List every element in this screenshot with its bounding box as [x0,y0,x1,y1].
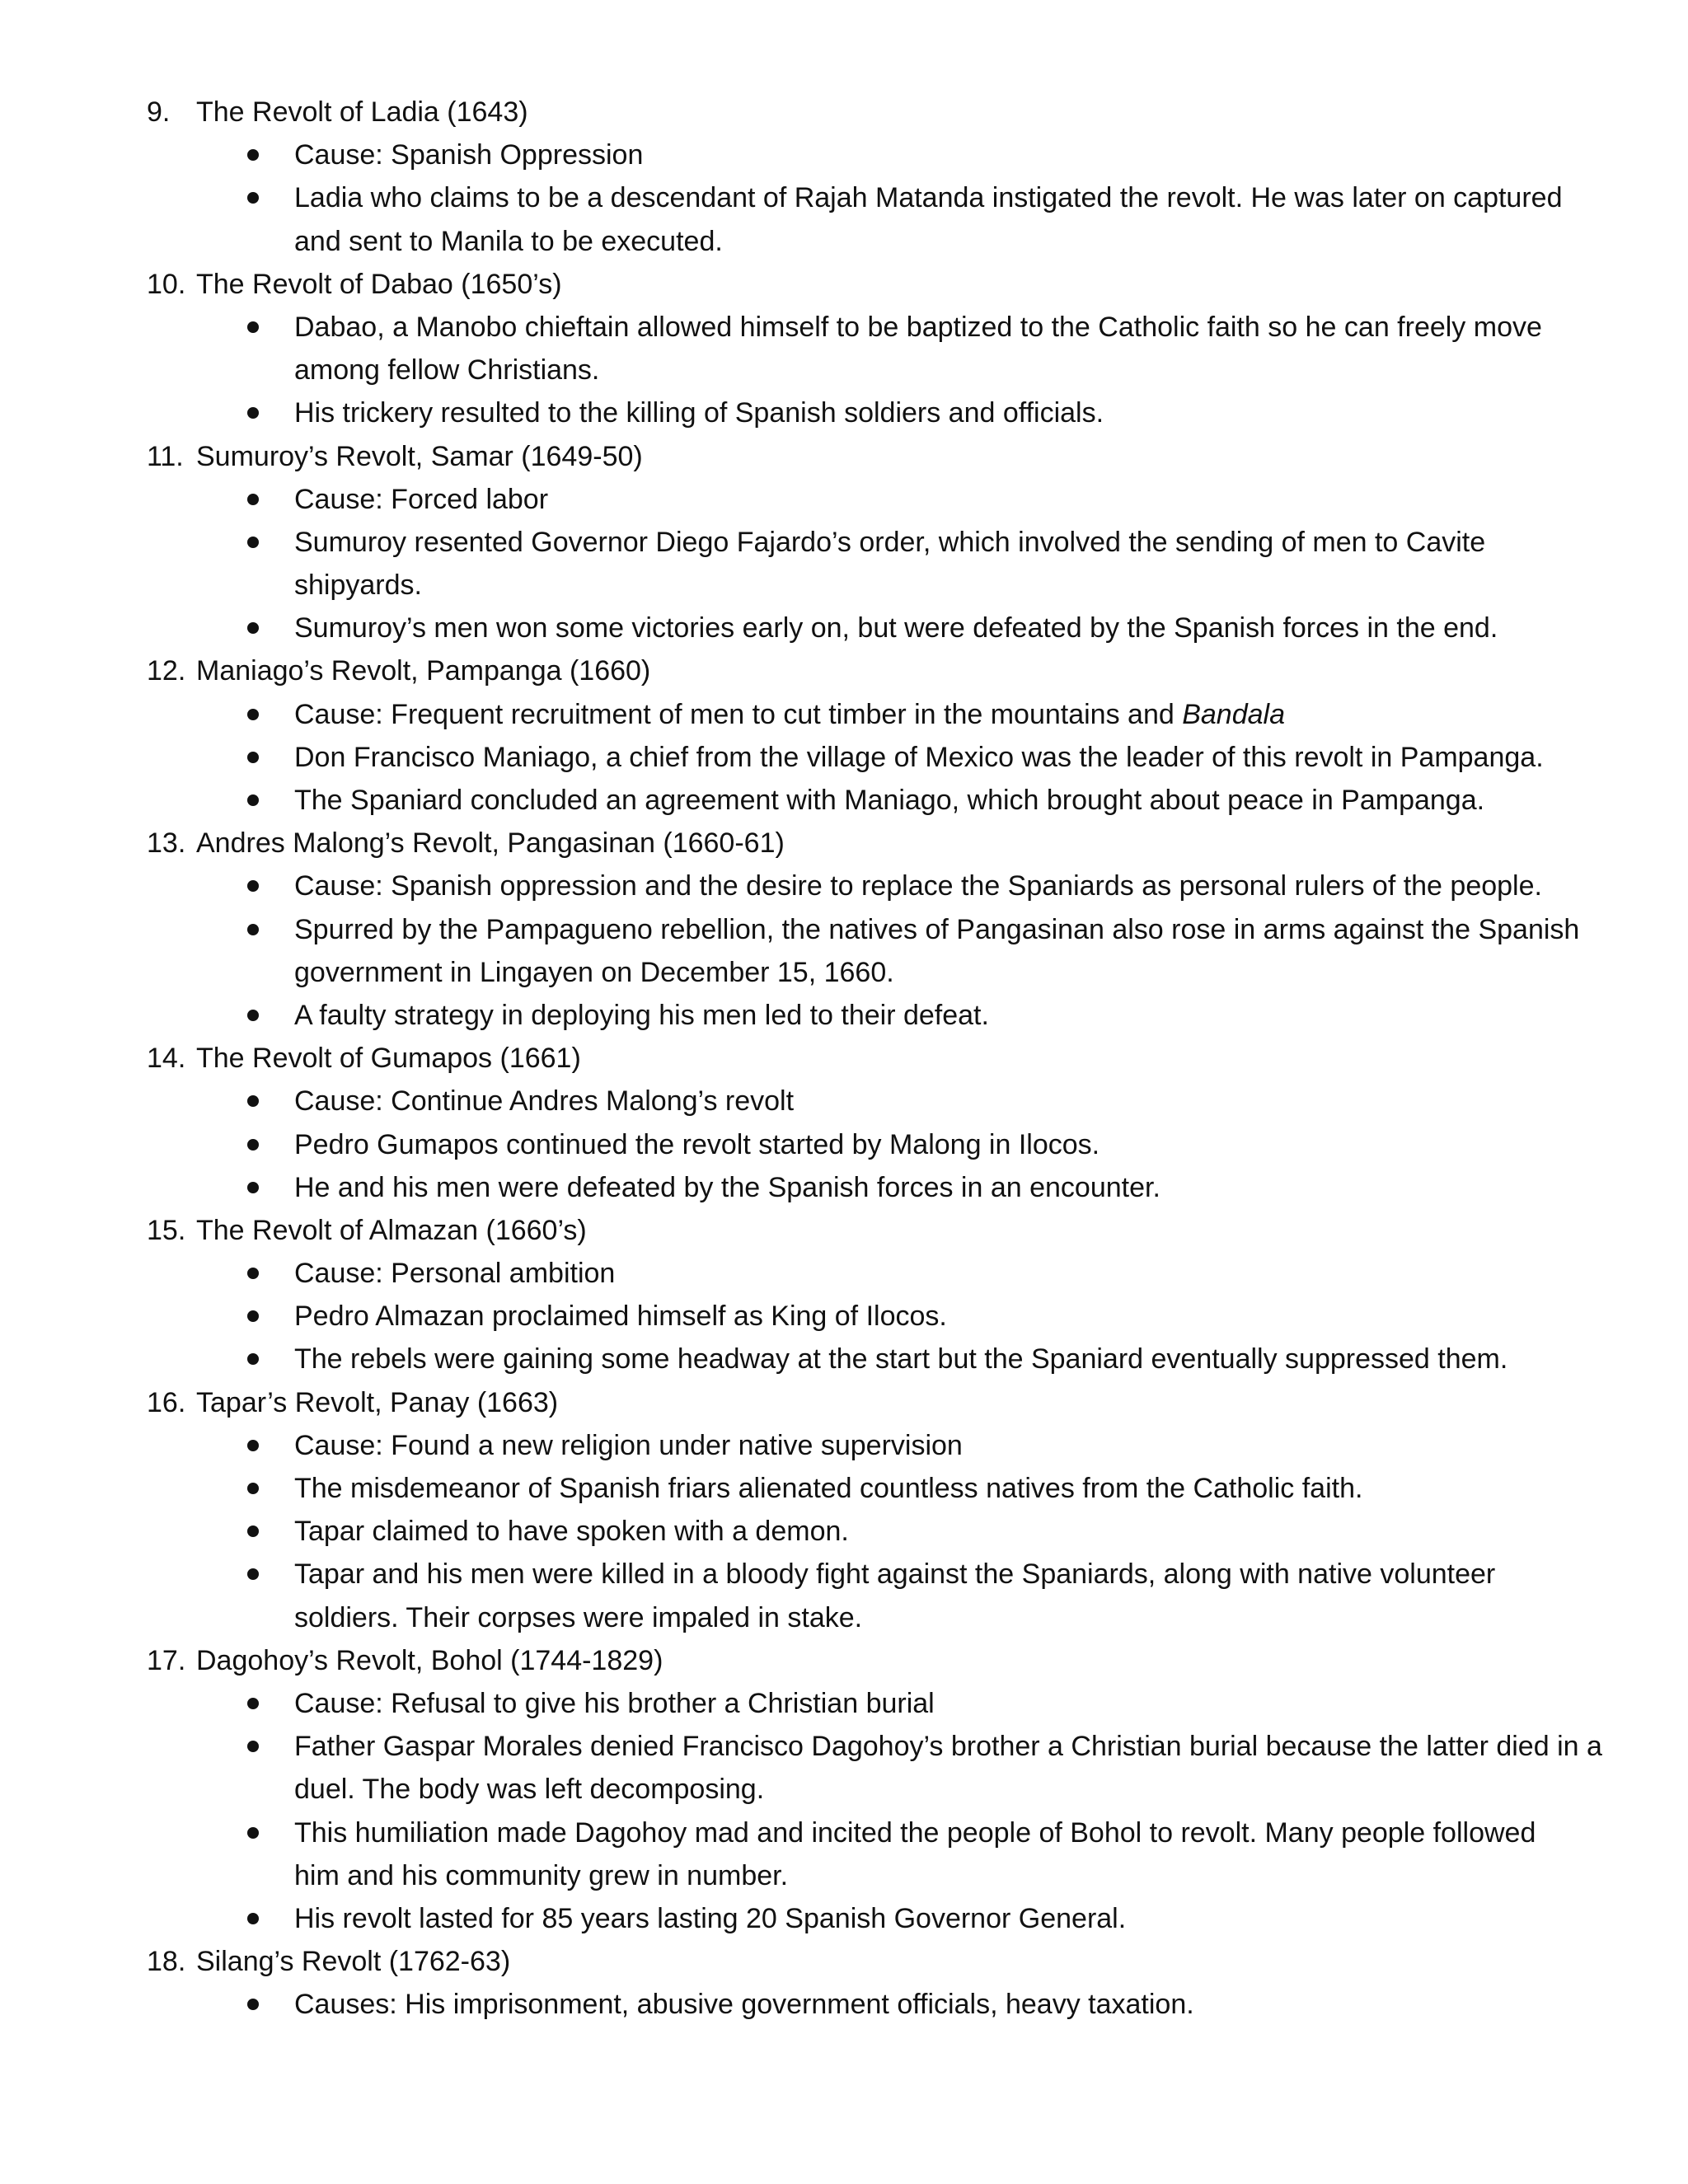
bullet-text-run: duel. The body was left decomposing. [294,1774,765,1806]
bullet-text-run: A faulty strategy in deploying his men led to their defeat. [294,999,989,1031]
bullet-dot-icon [247,1698,259,1709]
bullet-dot-icon [247,1440,259,1451]
bullet-dot-icon [247,752,259,763]
bullet-item [0,176,1688,219]
section-number: 14. [147,1043,186,1075]
bullet-text [294,478,548,521]
section-number: 16. [147,1386,186,1418]
bullet-text-run: Pedro Almazan proclaimed himself as King of Ilocos. [294,1301,947,1333]
bullet-text [294,306,1542,349]
bullet-dot-icon [247,622,259,634]
section-number: 11. [147,440,184,472]
bullet-text-run: Sumuroy’s men won some victories early on, but were defeated by the Spanish forces in the end. [294,612,1498,644]
bullet-text-run: This humiliation made Dagohoy mad and incited the people of Bohol to revolt. Many people followed [294,1816,1536,1849]
bullet-dot-icon [247,1182,259,1193]
bullet-continuation [0,349,1688,391]
bullet-text-run: Cause: Spanish Oppression [294,139,644,171]
bullet-item [0,908,1688,951]
bullet-text-run: The rebels were gaining some headway at the start but the Spaniard eventually suppressed them. [294,1343,1508,1376]
section-title: Silang’s Revolt (1762-63) [196,1946,511,1978]
bullet-item [0,607,1688,649]
bullet-text [294,1295,947,1338]
bullet-text [294,1510,849,1553]
bullet-item [0,1166,1688,1209]
bullet-item [0,1424,1688,1467]
bullet-text-run: Cause: Refusal to give his brother a Christian burial [294,1687,935,1719]
bullet-dot-icon [247,192,259,204]
bullet-dot-icon [247,709,259,720]
bullet-text [294,1553,1495,1596]
bullet-text [294,1166,1160,1209]
bullet-text [294,220,723,263]
bullet-text-run: Tapar and his men were killed in a bloody fight against the Spaniards, along with native volunteer [294,1558,1496,1591]
bullet-text-run: Pedro Gumapos continued the revolt started by Malong in Ilocos. [294,1128,1100,1160]
section-title: The Revolt of Ladia (1643) [196,96,528,128]
bullet-dot-icon [247,1483,259,1494]
bullet-text-run: Cause: Personal ambition [294,1258,616,1290]
bullet-dot-icon [247,1268,259,1279]
bullet-dot-icon [247,321,259,333]
bullet-continuation [0,220,1688,263]
bullet-dot-icon [247,1741,259,1752]
bullet-text [294,1338,1507,1380]
section-number: 17. [147,1644,186,1676]
bullet-text [294,736,1544,779]
bullet-text-run: He and his men were defeated by the Spanish forces in an encounter. [294,1171,1160,1203]
bullet-text-run: Father Gaspar Morales denied Francisco Dagohoy’s brother a Christian burial because the latter died in a [294,1731,1602,1763]
section-number: 10. [147,268,186,300]
bullet-item [0,1467,1688,1510]
bullet-dot-icon [247,494,259,505]
bullet-text [294,176,1562,219]
bullet-text [294,349,599,391]
bullet-text [294,951,894,994]
bullet-continuation [0,564,1688,607]
bullet-text-run: Tapar claimed to have spoken with a demon. [294,1516,849,1548]
bullet-text-run: His revolt lasted for 85 years lasting 20 Spanish Governor General. [294,1902,1127,1934]
bullet-text-run: and sent to Manila to be executed. [294,225,723,257]
bullet-text-run: him and his community grew in number. [294,1859,789,1891]
section-number: 13. [147,827,186,860]
section-heading [0,1940,1688,1983]
section-number: 12. [147,655,186,687]
bullet-text [294,391,1104,434]
bullet-dot-icon [247,1913,259,1924]
bullet-dot-icon [247,924,259,935]
bullet-text [294,779,1484,822]
bullet-text [294,1596,862,1639]
bullet-text-run: soldiers. Their corpses were impaled in stake. [294,1601,863,1633]
bullet-item [0,1252,1688,1295]
bullet-item [0,306,1688,349]
section-heading [0,91,1688,134]
italic-term: Bandala [1182,698,1285,730]
bullet-item [0,1338,1688,1380]
bullet-text [294,1811,1536,1854]
bullet-text [294,1252,615,1295]
bullet-continuation [0,1854,1688,1897]
bullet-dot-icon [247,1353,259,1365]
bullet-text [294,564,422,607]
bullet-text-run: among fellow Christians. [294,354,600,387]
bullet-text [294,1725,1602,1768]
bullet-item [0,1897,1688,1940]
bullet-text-run: Spurred by the Pampagueno rebellion, the natives of Pangasinan also rose in arms against the Spanish [294,913,1580,945]
bullet-item [0,693,1688,736]
section-title: Andres Malong’s Revolt, Pangasinan (1660-61) [196,827,785,860]
bullet-item [0,478,1688,521]
bullet-text-run: Cause: Found a new religion under native supervision [294,1429,963,1461]
bullet-text [294,521,1485,564]
bullet-text [294,1424,963,1467]
bullet-item [0,865,1688,907]
bullet-dot-icon [247,537,259,548]
bullet-item [0,1080,1688,1122]
bullet-text [294,693,1285,736]
bullet-text [294,1682,935,1725]
bullet-dot-icon [247,794,259,806]
bullet-dot-icon [247,1526,259,1537]
section-title: Maniago’s Revolt, Pampanga (1660) [196,655,651,687]
section-heading [0,822,1688,865]
section-heading [0,1209,1688,1252]
bullet-item [0,1725,1688,1768]
bullet-item [0,134,1688,176]
bullet-item [0,736,1688,779]
bullet-item [0,779,1688,822]
bullet-text [294,607,1498,649]
bullet-item [0,1983,1688,2026]
bullet-text [294,1854,788,1897]
bullet-text-run: Cause: Spanish oppression and the desire to replace the Spaniards as personal rulers of the people. [294,870,1542,902]
bullet-text-run: The Spaniard concluded an agreement with Maniago, which brought about peace in Pampanga. [294,785,1485,816]
bullet-text-run: Sumuroy resented Governor Diego Fajardo’s order, which involved the sending of men to Cavite [294,526,1486,558]
section-heading [0,649,1688,692]
bullet-text [294,1467,1362,1510]
bullet-text-run: Cause: Continue Andres Malong’s revolt [294,1085,795,1118]
bullet-item [0,994,1688,1037]
bullet-text-run: Dabao, a Manobo chieftain allowed himself to be baptized to the Catholic faith so he can freely move [294,311,1542,343]
bullet-text-run: shipyards. [294,569,422,602]
bullet-text-run: Don Francisco Maniago, a chief from the village of Mexico was the leader of this revolt in Pampanga. [294,741,1544,773]
bullet-text [294,134,643,176]
bullet-dot-icon [247,1827,259,1839]
bullet-continuation [0,1596,1688,1639]
bullet-continuation [0,1768,1688,1811]
bullet-item [0,1123,1688,1166]
bullet-text [294,1080,794,1122]
bullet-dot-icon [247,1999,259,2010]
bullet-text [294,865,1542,907]
bullet-item [0,1682,1688,1725]
bullet-text [294,1768,764,1811]
section-title: Tapar’s Revolt, Panay (1663) [196,1386,559,1418]
section-title: Dagohoy’s Revolt, Bohol (1744-1829) [196,1644,663,1676]
bullet-text-run: The misdemeanor of Spanish friars alienated countless natives from the Catholic faith. [294,1473,1363,1504]
bullet-text-run: Ladia who claims to be a descendant of Rajah Matanda instigated the revolt. He was later on captured [294,182,1563,214]
bullet-text-run: government in Lingayen on December 15, 1660. [294,956,894,988]
bullet-item [0,1295,1688,1338]
section-title: Sumuroy’s Revolt, Samar (1649-50) [196,440,643,472]
section-title: The Revolt of Dabao (1650’s) [196,268,562,300]
bullet-item [0,1510,1688,1553]
bullet-text [294,908,1579,951]
bullet-item [0,521,1688,564]
bullet-text-run: His trickery resulted to the killing of Spanish soldiers and officials. [294,397,1104,429]
bullet-item [0,1553,1688,1596]
bullet-dot-icon [247,1568,259,1580]
bullet-text [294,1983,1194,2026]
section-title: The Revolt of Gumapos (1661) [196,1043,581,1075]
bullet-text [294,994,989,1037]
section-title: The Revolt of Almazan (1660’s) [196,1214,587,1246]
bullet-text-run: Cause: Frequent recruitment of men to cut timber in the mountains and [294,698,1183,730]
bullet-dot-icon [247,1010,259,1021]
bullet-dot-icon [247,149,259,161]
bullet-item [0,391,1688,434]
bullet-dot-icon [247,407,259,419]
section-number: 9. [147,96,171,128]
bullet-text-run: Cause: Forced labor [294,483,549,515]
section-heading [0,1037,1688,1080]
bullet-text-run: Causes: His imprisonment, abusive government officials, heavy taxation. [294,1989,1194,2021]
bullet-dot-icon [247,1095,259,1107]
bullet-item [0,1811,1688,1854]
bullet-dot-icon [247,880,259,892]
section-number: 15. [147,1214,186,1246]
bullet-text [294,1123,1100,1166]
bullet-dot-icon [247,1139,259,1151]
bullet-text [294,1897,1126,1940]
section-heading [0,263,1688,306]
bullet-dot-icon [247,1310,259,1322]
section-heading [0,435,1688,478]
bullet-continuation [0,951,1688,994]
document-body [0,91,1688,2026]
section-number: 18. [147,1946,186,1978]
section-heading [0,1381,1688,1424]
section-heading [0,1639,1688,1682]
